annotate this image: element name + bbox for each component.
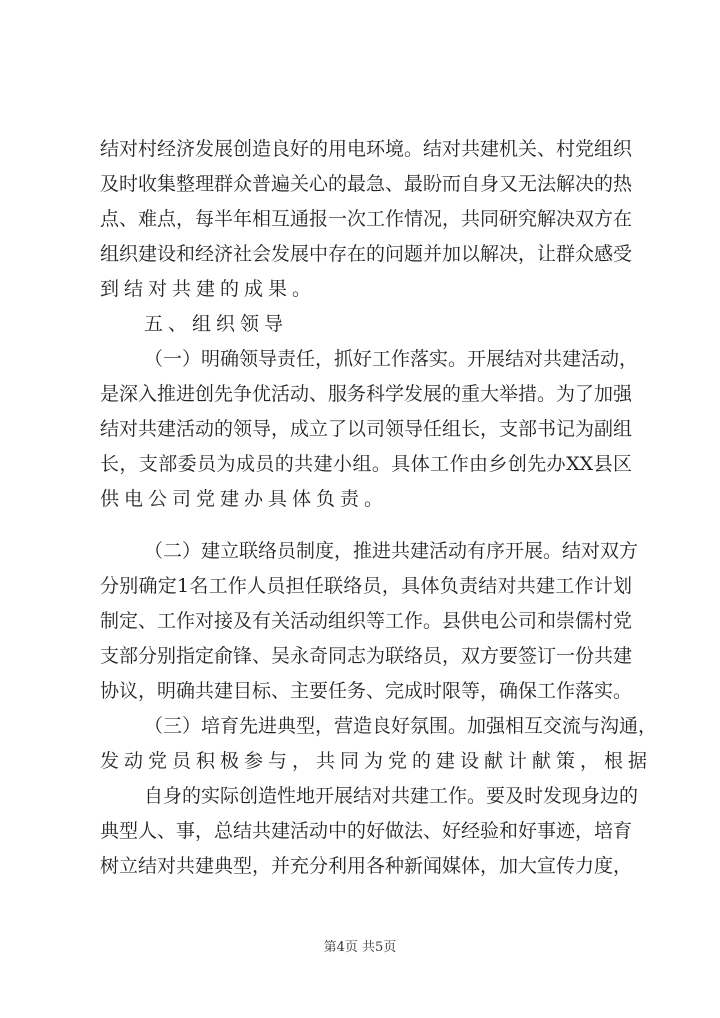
text-line: 是深入推进创先争优活动、服务科学发展的重大举措。为了加强 — [100, 383, 633, 405]
text-line: 制定、工作对接及有关活动组织等工作。县供电公司和崇儒村党 — [100, 610, 633, 632]
text-line: 典型人、事，总结共建活动中的好做法、好经验和好事迹，培育 — [100, 820, 633, 842]
text-line: 自身的实际创造性地开展结对共建工作。要及时发现身边的 — [144, 785, 639, 807]
text-line: 结对共建活动的领导，成立了以司领导任组长，支部书记为副组 — [100, 418, 633, 440]
text-line: 支部分别指定俞锋、吴永奇同志为联络员，双方要签订一份共建 — [100, 645, 633, 667]
page-number: 第4页 共5页 — [323, 940, 397, 955]
text-line: 组织建设和经济社会发展中存在的问题并加以解决，让群众感受 — [100, 243, 633, 265]
text-line: 树立结对共建典型，并充分利用各种新闻媒体，加大宣传力度， — [100, 855, 633, 877]
document-body — [100, 132, 658, 884]
text-line: （一）明确领导责任，抓好工作落实。开展结对共建活动， — [144, 348, 639, 370]
text-line: 协议，明确共建目标、主要任务、完成时限等，确保工作落实。 — [100, 680, 633, 702]
text-line: 结对村经济发展创造良好的用电环境。结对共建机关、村党组织 — [100, 138, 633, 160]
text-line: 到结对共建的成果。 — [100, 278, 317, 300]
text-line: 发动党员积极参与，共同为党的建设献计献策，根据 — [100, 750, 653, 772]
text-line: 分别确定1名工作人员担任联络员，具体负责结对共建工作计划 — [100, 575, 632, 597]
text-line: （三）培育先进典型，营造良好氛围。加强相互交流与沟通， — [144, 715, 658, 737]
text-line: 长，支部委员为成员的共建小组。具体工作由乡创先办XX县区 — [100, 453, 632, 475]
section-heading: 五、组织领导 — [144, 313, 289, 335]
text-line: 供电公司党建办具体负责。 — [100, 488, 389, 510]
text-line: 及时收集整理群众普遍关心的最急、最盼而自身又无法解决的热 — [100, 173, 633, 195]
text-line: 点、难点，每半年相互通报一次工作情况，共同研究解决双方在 — [100, 208, 633, 230]
text-line: （二）建立联络员制度，推进共建活动有序开展。结对双方 — [144, 540, 639, 562]
